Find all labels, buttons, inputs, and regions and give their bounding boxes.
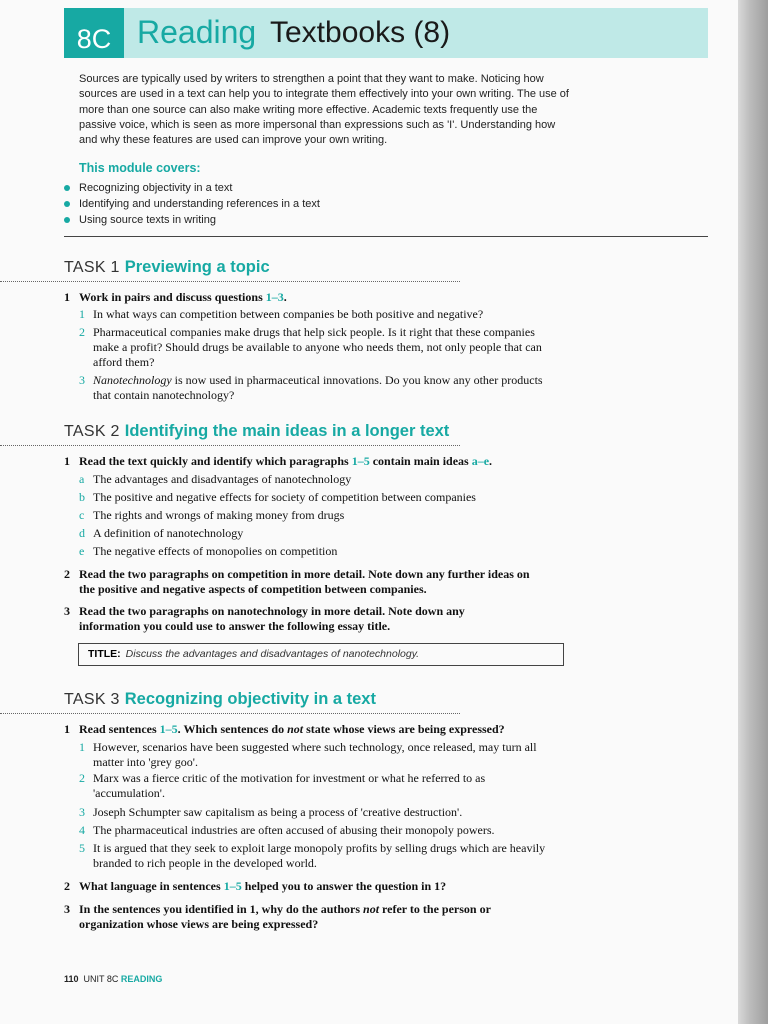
bullet-icon [64,201,70,207]
task3-sub-5: 5 It is argued that they seek to exploit large monopoly profits by selling drugs which are heavily branded to rich people in the developed world. [79,841,546,870]
unit-badge: 8C [64,8,124,58]
covers-list [64,181,320,229]
task3-label: TASK 3 [64,691,120,708]
footer-unit: UNIT 8C [83,974,119,984]
task3-heading [64,690,376,709]
task3-sub-3: 3 Joseph Schumpter saw capitalism as being a process of 'creative destruction'. [79,805,463,819]
list-item: Recognizing objectivity in a text [64,181,320,197]
task3-sub-2: 2 Marx was a fierce critic of the motivation for investment or what he referred to as 'accumulation'. [79,771,486,800]
covers-heading: This module covers: [79,161,201,175]
task1-sub-3: 3 Nanotechnology is now used in pharmaceutical innovations. Do you know any other products that contain nanotechnology? [79,373,543,402]
dotted-divider [0,281,460,282]
task3-question-1: 1 Read sentences 1–5. Which sentences do not state whose views are being expressed? [64,722,505,736]
task2-question-3: 3 Read the two paragraphs on nanotechnology in more detail. Note down any information you could use to answer the following essay title. [64,604,465,633]
task1-heading [64,258,270,277]
bullet-icon [64,185,70,191]
task1-label: TASK 1 [64,259,120,276]
page-footer [64,974,162,984]
page-title: Reading [137,14,257,50]
task1-sub-1: 1 In what ways can competition between companies be both positive and negative? [79,307,484,321]
task2-heading [64,422,449,441]
task3-question-2: 2 What language in sentences 1–5 helped you to answer the question in 1? [64,879,447,893]
list-item: Identifying and understanding references in a text [64,197,320,213]
list-item: Using source texts in writing [64,213,320,229]
task2-sub-a: a The advantages and disadvantages of nanotechnology [79,472,352,486]
task2-question-2: 2 Read the two paragraphs on competition in more detail. Note down any further ideas on the positive and negative aspects of competition between companies. [64,567,530,596]
page-number: 110 [64,974,79,984]
task1-title: Previewing a topic [124,258,270,276]
task2-title: Identifying the main ideas in a longer text [124,422,450,440]
task3-sub-1: 1 However, scenarios have been suggested where such technology, once released, may turn all matter into 'grey goo'. [79,740,537,769]
task1-question-1: 1 Work in pairs and discuss questions 1–3. [64,290,287,304]
book-spine-shadow [738,0,768,1024]
dotted-divider [0,713,460,714]
task3-question-3: 3 In the sentences you identified in 1, why do the authors not refer to the person or organization whose views are being expressed? [64,902,491,931]
section-divider [64,236,708,237]
page-subtitle: Textbooks (8) [270,16,451,49]
task2-sub-d: d A definition of nanotechnology [79,526,244,540]
bullet-icon [64,217,70,223]
task2-sub-c: c The rights and wrongs of making money from drugs [79,508,345,522]
task2-label: TASK 2 [64,423,120,440]
task3-title: Recognizing objectivity in a text [124,690,376,708]
task3-sub-4: 4 The pharmaceutical industries are often accused of abusing their monopoly powers. [79,823,495,837]
footer-section: READING [120,974,163,984]
intro-paragraph: Sources are typically used by writers to strengthen a point that they want to make. Noticing how sources are used in a text can help you to integrate them effectively into your own writing. The use of more than one source can also make writing more effective. Academic texts frequently use the passive voice, which is seen as more impersonal than expressions such as 'I'. Understanding how and why these features are used can improve your own writing. [79,73,569,147]
task2-sub-e: e The negative effects of monopolies on competition [79,544,338,558]
task2-sub-b: b The positive and negative effects for society of competition between companies [79,490,476,504]
task2-question-1: 1 Read the text quickly and identify which paragraphs 1–5 contain main ideas a–e. [64,454,493,468]
dotted-divider [0,445,460,446]
essay-title-box: TITLE: Discuss the advantages and disadvantages of nanotechnology. [78,643,564,666]
task1-sub-2: 2 Pharmaceutical companies make drugs that help sick people. Is it right that these companies make a profit? Should drugs be available to anyone who needs them, not only people that can afford them? [79,325,542,369]
